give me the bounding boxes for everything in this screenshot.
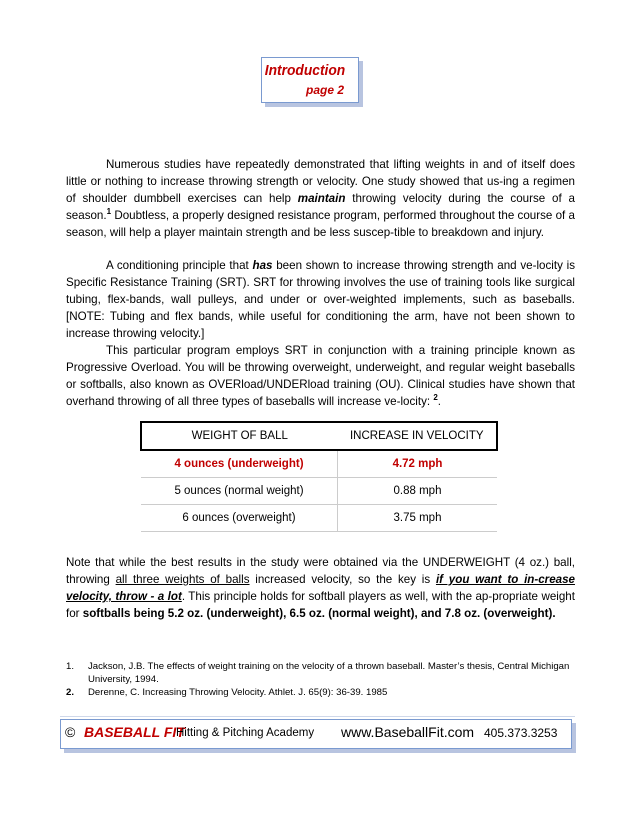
footnote-2	[66, 686, 575, 699]
table-header-weight: WEIGHT OF BALL	[141, 422, 338, 450]
footer-banner	[60, 719, 572, 749]
footer-divider	[60, 716, 575, 717]
table-header-row	[141, 422, 497, 450]
p3-text-b: .	[437, 395, 442, 408]
p4-underline-2: if you want to in-crease velocity, throw - a lot	[66, 573, 575, 603]
table-cell-weight: 6 ounces (overweight)	[141, 505, 338, 532]
p1-emphasis: maintain	[297, 192, 346, 205]
website-url: www.BaseballFit.com	[341, 724, 475, 740]
table-row	[141, 478, 497, 505]
p1-text-b: throwing velocity during the course of a season.	[66, 192, 575, 222]
table-cell-weight: 4 ounces (underweight)	[141, 450, 338, 478]
table-row	[141, 505, 497, 532]
footnote-number: 1.	[66, 661, 75, 672]
p4-text-c: . This principle holds for softball players as well, with the ap-propriate weight for	[66, 590, 575, 620]
table-cell-velocity: 3.75 mph	[338, 505, 498, 532]
velocity-table	[140, 421, 498, 532]
copyright-symbol: ©	[65, 724, 76, 740]
p1-footnote-ref: 1	[106, 207, 112, 217]
table-row	[141, 450, 497, 478]
footnote-text: Derenne, C. Increasing Throwing Velocity. Athlet. J. 65(9): 36-39. 1985	[88, 687, 388, 698]
phone-number: 405.373.3253	[484, 726, 558, 740]
brand-name: BASEBALL FIT	[84, 724, 185, 740]
footnotes	[66, 660, 575, 699]
table-cell-velocity: 0.88 mph	[338, 478, 498, 505]
p4-text-a: Note that while the best results in the study were obtained via the UNDERWEIGHT (4 oz.) ball, throwing	[66, 556, 575, 586]
table-cell-velocity: 4.72 mph	[338, 450, 498, 478]
p4-underline-1: all three weights of balls	[115, 573, 250, 586]
page-subtitle: page 2	[305, 83, 344, 97]
p1-text-c: Doubtless, a properly designed resistance program, performed throughout the course of a season, will help a player maintain strength and be less suscep-tible to breakdown and injury.	[66, 209, 575, 239]
paragraph-2	[66, 257, 575, 342]
p3-text-a: This particular program employs SRT in conjunction with a training principle known as Progressive Overload. You will be throwing overweight, underweight, and regular weight baseballs or softballs, also known as OVERload/UNDERload training (OU). Clinical studies have shown that overhand throwing of all three types of baseballs will increase ve-locity:	[66, 344, 575, 408]
p1-text-a: Numerous studies have repeatedly demonstrated that lifting weights in and of itself does little or nothing to increase throwing strength or velocity. One study showed that us-ing a regimen of shoulder dumbbell exercises can help	[66, 158, 575, 205]
academy-name: Hitting & Pitching Academy	[176, 727, 315, 739]
p3-footnote-ref: 2	[433, 393, 438, 403]
paragraph-4	[66, 554, 575, 622]
table-cell-weight: 5 ounces (normal weight)	[141, 478, 338, 505]
p4-text-b: increased velocity, so the key is	[249, 573, 436, 586]
p2-text-b: been shown to increase throwing strength and ve-locity is Specific Resistance Training (SRT). SRT for throwing involves the use of training tools like surgical tubing, flex-bands, wall pulleys, and under or over-weighted implements, such as baseballs. [NOTE: Tubing and flex bands, while useful for conditioning the arm, have not been shown to increase throwing velocity.]	[66, 259, 575, 340]
table-header-velocity: INCREASE IN VELOCITY	[338, 422, 498, 450]
page-title: Introduction	[264, 62, 346, 79]
p4-bold: softballs being 5.2 oz. (underweight), 6.5 oz. (normal weight), and 7.8 oz. (overweight).	[82, 607, 556, 620]
footnote-1	[66, 660, 575, 686]
page-title-box	[261, 57, 359, 103]
paragraph-1	[66, 156, 575, 241]
p2-emphasis: has	[252, 259, 273, 272]
footnote-number: 2.	[66, 687, 75, 698]
paragraph-3	[66, 342, 575, 410]
footnote-text: Jackson, J.B. The effects of weight training on the velocity of a thrown baseball. Master’s thesis, Central Michigan University, 1994.	[88, 661, 570, 685]
p2-text-a: A conditioning principle that	[106, 259, 253, 272]
